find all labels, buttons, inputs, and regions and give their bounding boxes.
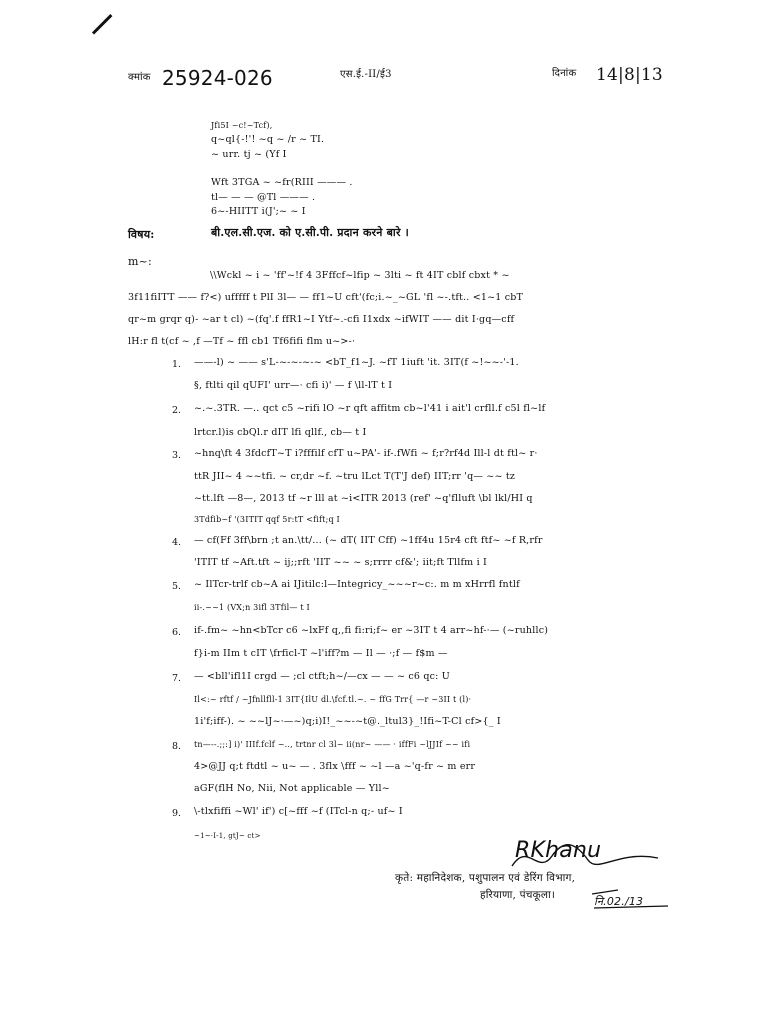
body-line-3: qr~m grqr q)- ~ar t cl) ~(fq'.f ffR1~I Ytf~.-cfi I1xdx ~ifWIT —— dit I·gq—cff <box>128 314 515 325</box>
addressee-line-2: q~ql{-!'! ~q ~ /r ~ TI. <box>211 134 325 145</box>
item-number: 5. <box>172 581 182 592</box>
salutation: m~: <box>128 255 152 268</box>
item-number: 1. <box>172 359 182 370</box>
section-code: एस.ई.-II/ई3 <box>340 69 392 80</box>
addressee-line-4: Wft 3TGA ~ ~fr(RIII ——— . <box>211 177 353 188</box>
item-7-line-2: Il<:~ rftf / ~Jfnllfll-1 3IT{IlU dl.\fcf.tl.~. ~ ffG Trr{ —r ~3II t (l)· <box>194 695 472 704</box>
item-number: 3. <box>172 450 182 461</box>
item-number: 6. <box>172 627 182 638</box>
item-4-line-1: — cf(Ff 3ff\brn ;t an.\tt/... (~ dT( IIT Cff) ~1ff4u 15r4 cft ftf~ ~f R,rfr <box>194 535 543 546</box>
item-5-line-1: ~ IlTcr-trlf cb~A ai IJitilc:l—Integricy_~~~r~c:. m m xHrrfl fntlf <box>194 579 520 590</box>
signatory-office: हरियाणा, पंचकूला। <box>480 889 556 901</box>
ref-number: 25924-026 <box>162 66 273 90</box>
item-7-line-3: 1i'f;iff-). ~ ~~lJ~·—~)q;i)I!_~~-~t@._ltul3}_!Ifi~T-Cl cf>{_ I <box>194 716 501 727</box>
date-value: 14|8|13 <box>596 65 663 85</box>
item-2-line-2: lrtcr.l)is cbQl.r dIT lfi qllf., cb— t I <box>194 427 367 438</box>
addressee-line-3: ~ urr. tj ~ (Yf I <box>211 149 287 160</box>
item-5-line-2: ii-.~~1 (VX;n 3ifl 3Tfil— t I <box>194 603 310 612</box>
corner-slash-mark <box>92 14 113 35</box>
addressee-line-1: Jfi5I ~c!~Tcf), <box>211 121 273 130</box>
item-4-line-2: 'ITIT tf ~Aft.tft ~ ij;;rft 'IIT ~~ ~ s;rrrr cf&'; iit;ft Tllfm i I <box>194 557 487 568</box>
item-8-line-1: tn—--.;;:] i)' IIIf.fclf ~.., trtnr cl 3l~ ii(nr~ —— · iffFi ~lJJIf ~~ ifi <box>194 740 471 749</box>
handwritten-mark-strokes <box>588 880 672 912</box>
item-2-line-1: ~.~.3TR. —.. qct c5 ~rifi lO ~r qft affitm cb~l'41 i ait'l crfll.f c5l fl~lf <box>194 403 546 414</box>
item-3-line-2: ttR JII~ 4 ~~tfi. ~ cr,dr ~f. ~tru lLct T(T'J def) IIT;rr 'q— ~~ tz <box>194 471 516 482</box>
item-number: 7. <box>172 673 182 684</box>
item-number: 8. <box>172 741 182 752</box>
item-6-line-1: if-.fm~ ~hn<bTcr c6 ~lxFf q,,fi fi:ri;f~ er ~3IT t 4 arr~hf-·— (~ruhllc) <box>194 625 549 636</box>
body-line-2: 3f11fiITT —— f?<) ufffff t PlI 3l— — ff1~U cft'(fc;i.~_~GL 'fl ~-.tft.. <1~1 cbT <box>128 292 524 303</box>
handwritten-signature: RKhanu <box>515 838 602 863</box>
addressee-line-5: tl— — — @Tl ——— . <box>211 192 316 203</box>
item-1-line-1: ——-l) ~ —— s'L-~-~-~-~ <bT_f1~J. ~fT 1iuft 'it. 3IT(f ~!~~-'-1. <box>194 357 519 368</box>
item-number: 9. <box>172 808 182 819</box>
item-1-line-2: §, ftlti qil qUFI' urr—· cfi i)' — f \ll-lT t I <box>194 380 393 391</box>
signature-flourish <box>508 836 668 876</box>
item-9-line-1: \-tlxfiffi ~Wl' if') c[~fff ~f (ITcl-n q;- uf~ I <box>194 806 403 817</box>
signatory-designation: कृते: महानिदेशक, पशुपालन एवं डेरिंग विभाग, <box>395 872 576 884</box>
item-6-line-2: f}i-m IIm t cIT \frficl-T ~l'iff?m — Il — ·;f — f$m — <box>194 648 448 659</box>
handwritten-mark: नि.02./13 <box>594 895 644 908</box>
item-8-line-3: aGF(flH No, Nii, Not applicable — Yll~ <box>194 783 390 794</box>
subject-label: विषय: <box>128 228 155 241</box>
body-line-4: lH:r fl t(cf ~ ,f —Tf ~ ffl cb1 Tf6fifi flm u~>-· <box>128 336 356 347</box>
item-8-line-2: 4>@JJ q;t ftdtl ~ u~ — . 3flx \fff ~ ~l —a ~'q-fr ~ m err <box>194 761 476 772</box>
ref-label: क्मांक <box>128 72 151 83</box>
item-3-line-4: 3Tdfib~f '(3ITIT qqf 5r:tT <fift;q I <box>194 515 340 524</box>
item-number: 4. <box>172 537 182 548</box>
date-label: दिनांक <box>552 68 577 79</box>
item-7-line-1: — <bll'ifl1I crgd — ;cl ctft;h~/—cx — — ~ c6 qc: U <box>194 671 450 682</box>
item-3-line-3: ~tt.lft —8—, 2013 tf ~r lll at ~i<ITR 2013 (ref' ~q'flluft \bl lkl/HI q <box>194 493 533 504</box>
item-number: 2. <box>172 405 182 416</box>
body-line-1: \\Wckl ~ i ~ 'ff'~!f 4 3Fffcf~lfip ~ 3lti ~ ft 4IT cblf cbxt * ~ <box>210 270 510 281</box>
addressee-line-6: 6~-HIITT i(J';~ ~ I <box>211 206 306 217</box>
item-9-line-2: ~1~·I-1, gtJ~ ct> <box>194 832 261 840</box>
item-3-line-1: ~hnq\ft 4 3fdcfT~T i?fffilf cfT u~PA'- if-.fWfi ~ f;r?rf4d Ill-l dt ftl~ r· <box>194 448 538 459</box>
subject-text: बी.एल.सी.एज. को ए.सी.पी. प्रदान करने बारे । <box>211 226 410 239</box>
